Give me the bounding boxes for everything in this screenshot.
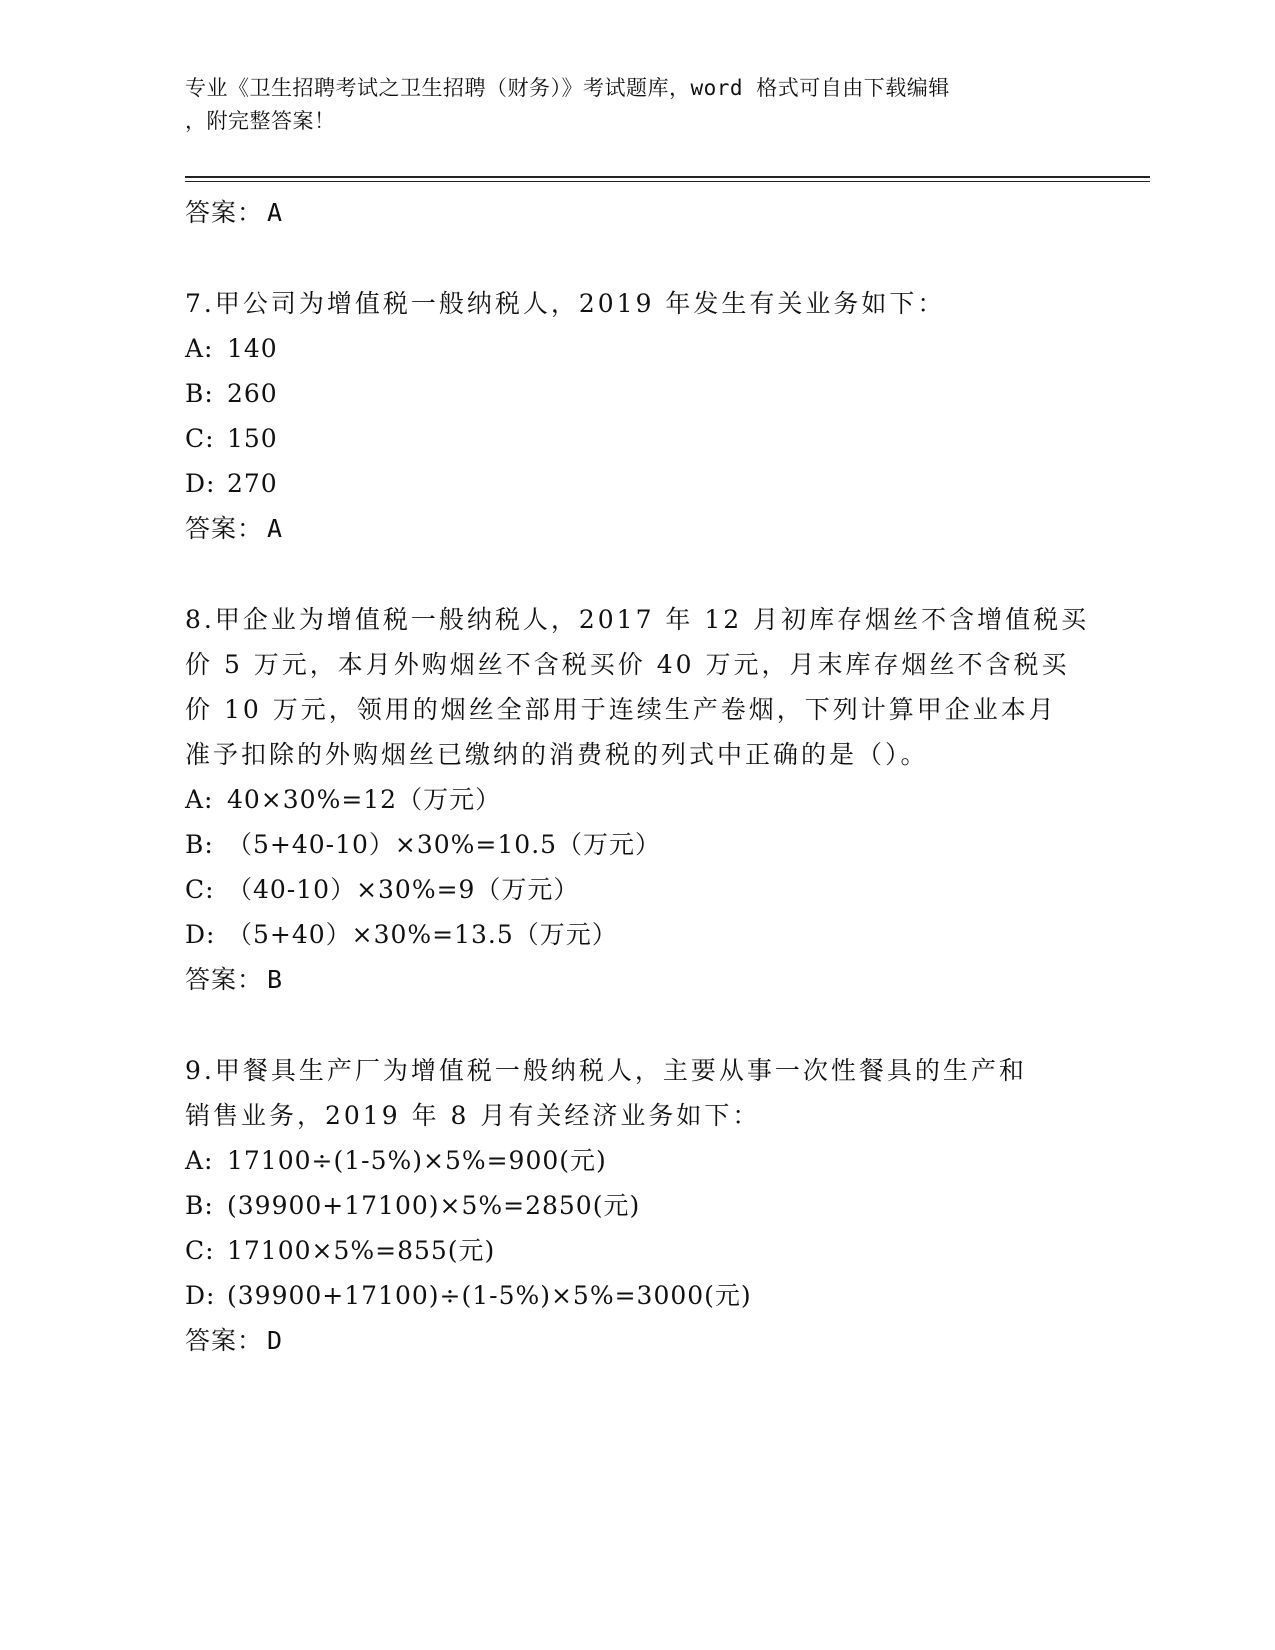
answer-line-prev	[185, 190, 1085, 235]
option-letter: C:	[185, 875, 215, 904]
header-rule-thin	[185, 181, 1150, 182]
option-letter: D:	[185, 920, 216, 949]
question-text-line: 销售业务，2019 年 8 月有关经济业务如下：	[185, 1101, 761, 1130]
option-d	[185, 461, 1085, 506]
option-text: 150	[227, 424, 278, 453]
header-rule-thick	[185, 176, 1150, 178]
option-text: （5+40）×30%=13.5（万元）	[227, 920, 618, 949]
answer-value: D	[267, 1326, 283, 1355]
option-letter: C:	[185, 1236, 215, 1265]
answer-label: 答案：	[185, 1326, 264, 1355]
option-c	[185, 1228, 1085, 1273]
option-letter: B:	[185, 830, 214, 859]
option-letter: B:	[185, 379, 214, 408]
option-a	[185, 326, 1085, 371]
document-header	[185, 72, 1085, 138]
option-letter: D:	[185, 469, 216, 498]
answer-value: A	[267, 198, 283, 227]
question-7	[185, 281, 1085, 551]
option-letter: A:	[185, 1146, 214, 1175]
option-b	[185, 1183, 1085, 1228]
option-letter: B:	[185, 1191, 214, 1220]
answer-label: 答案：	[185, 198, 264, 227]
option-text: （40-10）×30%=9（万元）	[227, 875, 580, 904]
option-d	[185, 1273, 1085, 1318]
option-text: 17100×5%=855(元)	[227, 1236, 496, 1265]
question-text-line: 价 10 万元，领用的烟丝全部用于连续生产卷烟，下列计算甲企业本月	[185, 695, 1057, 724]
answer-label: 答案：	[185, 514, 264, 543]
option-letter: A:	[185, 334, 214, 363]
option-text: 140	[227, 334, 278, 363]
header-line-1: 专业《卫生招聘考试之卫生招聘（财务）》考试题库，word 格式可自由下载编辑	[185, 76, 950, 100]
option-letter: A:	[185, 785, 214, 814]
answer-line	[185, 957, 1085, 1002]
answer-line	[185, 1318, 1085, 1363]
answer-value: A	[267, 514, 283, 543]
answer-value: B	[267, 965, 283, 994]
option-c	[185, 867, 1085, 912]
option-letter: D:	[185, 1281, 216, 1310]
question-text-line: 价 5 万元，本月外购烟丝不含税买价 40 万元，月末库存烟丝不含税买	[185, 650, 1070, 679]
option-c	[185, 416, 1085, 461]
answer-label: 答案：	[185, 965, 264, 994]
question-8	[185, 597, 1090, 1002]
option-text: 260	[227, 379, 278, 408]
answer-line	[185, 506, 1085, 551]
option-text: (39900+17100)÷(1-5%)×5%=3000(元)	[227, 1281, 752, 1310]
question-text-line: 9.甲餐具生产厂为增值税一般纳税人，主要从事一次性餐具的生产和	[185, 1056, 1027, 1085]
question-9	[185, 1048, 1085, 1363]
question-text-line: 8.甲企业为增值税一般纳税人，2017 年 12 月初库存烟丝不含增值税买	[185, 605, 1090, 634]
option-a	[185, 777, 1085, 822]
option-text: 40×30%=12（万元）	[227, 785, 502, 814]
header-line-2: ，附完整答案！	[185, 109, 336, 133]
option-text: （5+40-10）×30%=10.5（万元）	[227, 830, 662, 859]
question-text-line: 准予扣除的外购烟丝已缴纳的消费税的列式中正确的是（）。	[185, 740, 929, 769]
option-text: (39900+17100)×5%=2850(元)	[227, 1191, 641, 1220]
option-a	[185, 1138, 1085, 1183]
option-letter: C:	[185, 424, 215, 453]
document-body	[185, 190, 1090, 1363]
option-text: 17100÷(1-5%)×5%=900(元)	[227, 1146, 607, 1175]
question-text-line: 7.甲公司为增值税一般纳税人，2019 年发生有关业务如下：	[185, 289, 946, 318]
option-text: 270	[227, 469, 278, 498]
option-b	[185, 371, 1085, 416]
option-b	[185, 822, 1085, 867]
option-d	[185, 912, 1085, 957]
